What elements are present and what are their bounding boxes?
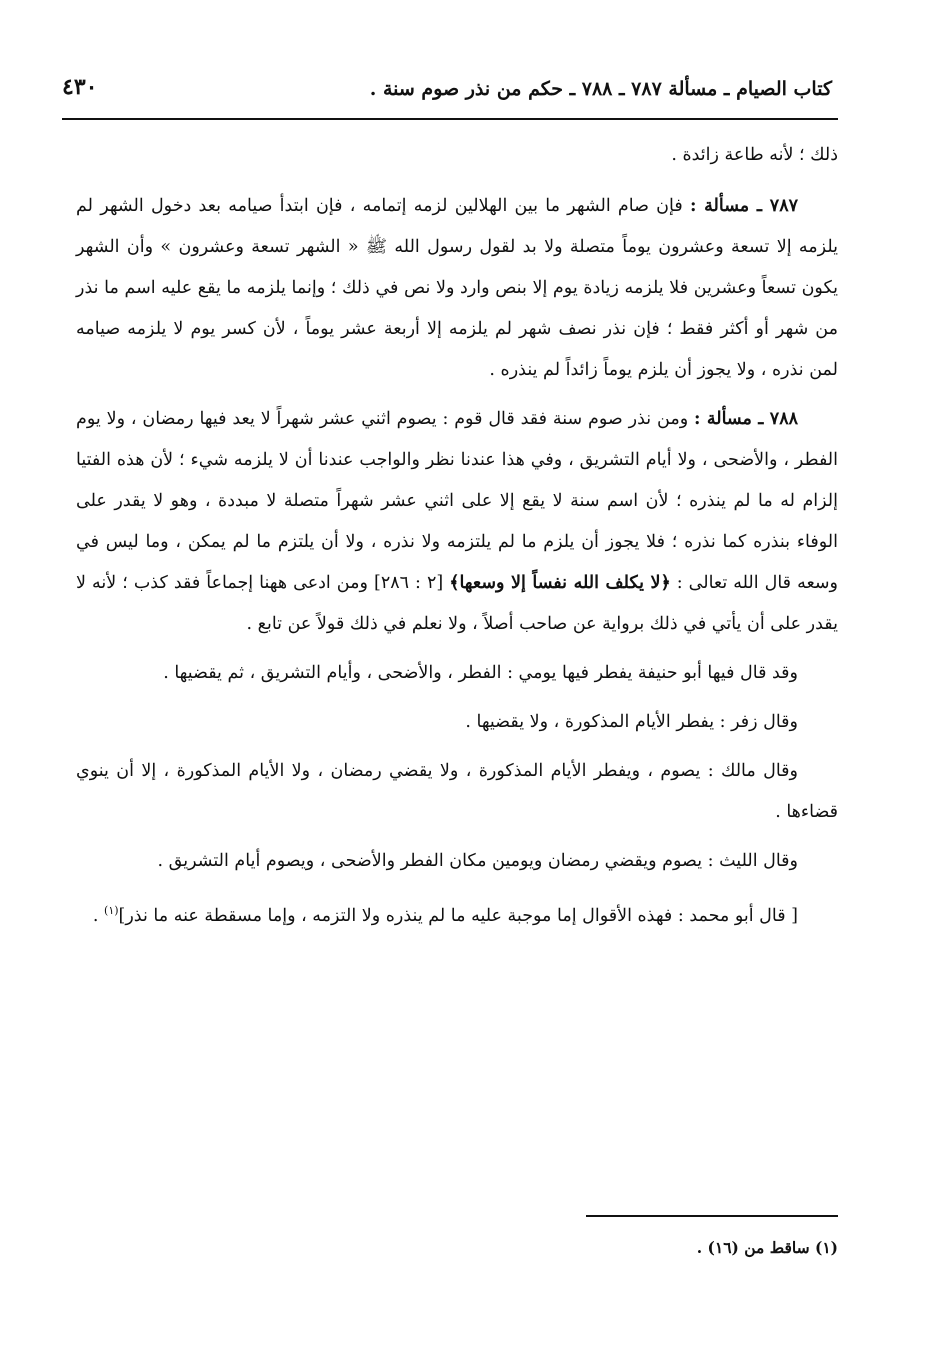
running-title: كتاب الصيام ـ مسألة ٧٨٧ ـ ٧٨٨ ـ حكم من نذر صوم سنة . — [369, 78, 832, 100]
abu-muhammad-end: . — [92, 905, 105, 926]
footnote-marker: (١) — [104, 904, 119, 917]
page-number: ٤٣٠ — [62, 74, 98, 100]
body-text — [76, 135, 838, 945]
paragraph-laith: وقال الليث : يصوم ويقضي رمضان ويومين مكان الفطر والأضحى ، ويصوم أيام التشريق . — [157, 851, 798, 871]
paragraph-zufar: وقال زفر : يفطر الأيام المذكورة ، ولا يقضيها . — [465, 712, 798, 732]
issue-787-label: ٧٨٧ ـ مسألة : — [689, 196, 798, 216]
footnote: (١) ساقط من (١٦) . — [696, 1238, 838, 1257]
paragraph-abu-hanifa: وقد قال فيها أبو حنيفة يفطر فيها يومي : الفطر ، والأضحى ، وأيام التشريق ، ثم يقضيها . — [163, 663, 798, 683]
paragraph-issue-787 — [76, 186, 838, 391]
quran-verse: ﴿لا يكلف الله نفساً إلا وسعها﴾ — [449, 573, 671, 593]
paragraph-malik: وقال مالك : يصوم ، ويفطر الأيام المذكورة ، ولا يقضي رمضان ، ولا الأيام المذكورة ، إلا أن ينوي قضاءها . — [76, 761, 838, 822]
paragraph-issue-788 — [76, 399, 838, 645]
issue-787-text: فإن صام الشهر ما بين الهلالين لزمه إتمامه ، فإن ابتدأ صيامه بعد دخول الشهر لم يلزمه إلا تسعة وعشرون يوماً متصلة ولا بد لقول رسول الله ﷺ « الشهر تسعة وعشرون » وأن الشهر يكون تسعاً وعشرين فلا يلزمه زيادة يوم إلا بنص وارد ولا نص في ذلك ؛ وإنما يلزمه ما يقع عليه اسم ما نذر من شهر أو أكثر فقط ؛ فإن نذر نصف شهر لم يلزمه إلا أربعة عشر يوماً ، لأن كسر يوم لا يلزمه صيامه لمن نذره ، ولا يجوز أن يلزم يوماً زائداً لم ينذره . — [76, 196, 838, 380]
header-rule — [62, 118, 838, 120]
issue-788-label: ٧٨٨ ـ مسألة : — [694, 409, 798, 429]
issue-788-text-a: ومن نذر صوم سنة فقد قال قوم : يصوم اثني عشر شهراً لا يعد فيها رمضان ، ولا يوم الفطر ، والأضحى ، ولا أيام التشريق ، وفي هذا عندنا نظر والواجب عندنا أن لا يلزمه شيء ؛ لأن هذه الفتيا إلزام له ما لم ينذره ؛ لأن اسم سنة لا يقع إلا على اثني عشر شهراً متصلة لا مبددة ، وهو لا يقدر على الوفاء بنذره كما نذره ؛ فلا يجوز أن يلزم ما لم يلتزمه ولا نذره ، ولا أن يلتزم ما لم يمكن ، وما ليس في وسعه قال الله تعالى : — [76, 409, 839, 593]
issue-788-text-b: [٢ : ٢٨٦] ومن ادعى ههنا إجماعاً فقد كذب ؛ لأنه لا يقدر على أن يأتي في ذلك برواية عن صاحب أصلاً ، ولا نعلم في ذلك قولاً عن تابع . — [76, 573, 838, 634]
footnote-rule — [586, 1215, 838, 1217]
paragraph-continuation: ذلك ؛ لأنه طاعة زائدة . — [671, 145, 838, 165]
paragraph-abu-muhammad — [76, 890, 838, 937]
page-header — [62, 58, 832, 100]
abu-muhammad-text: [ قال أبو محمد : فهذه الأقوال إما موجبة عليه ما لم ينذره ولا التزمه ، وإما مسقطة عنه ما نذر] — [118, 905, 798, 926]
